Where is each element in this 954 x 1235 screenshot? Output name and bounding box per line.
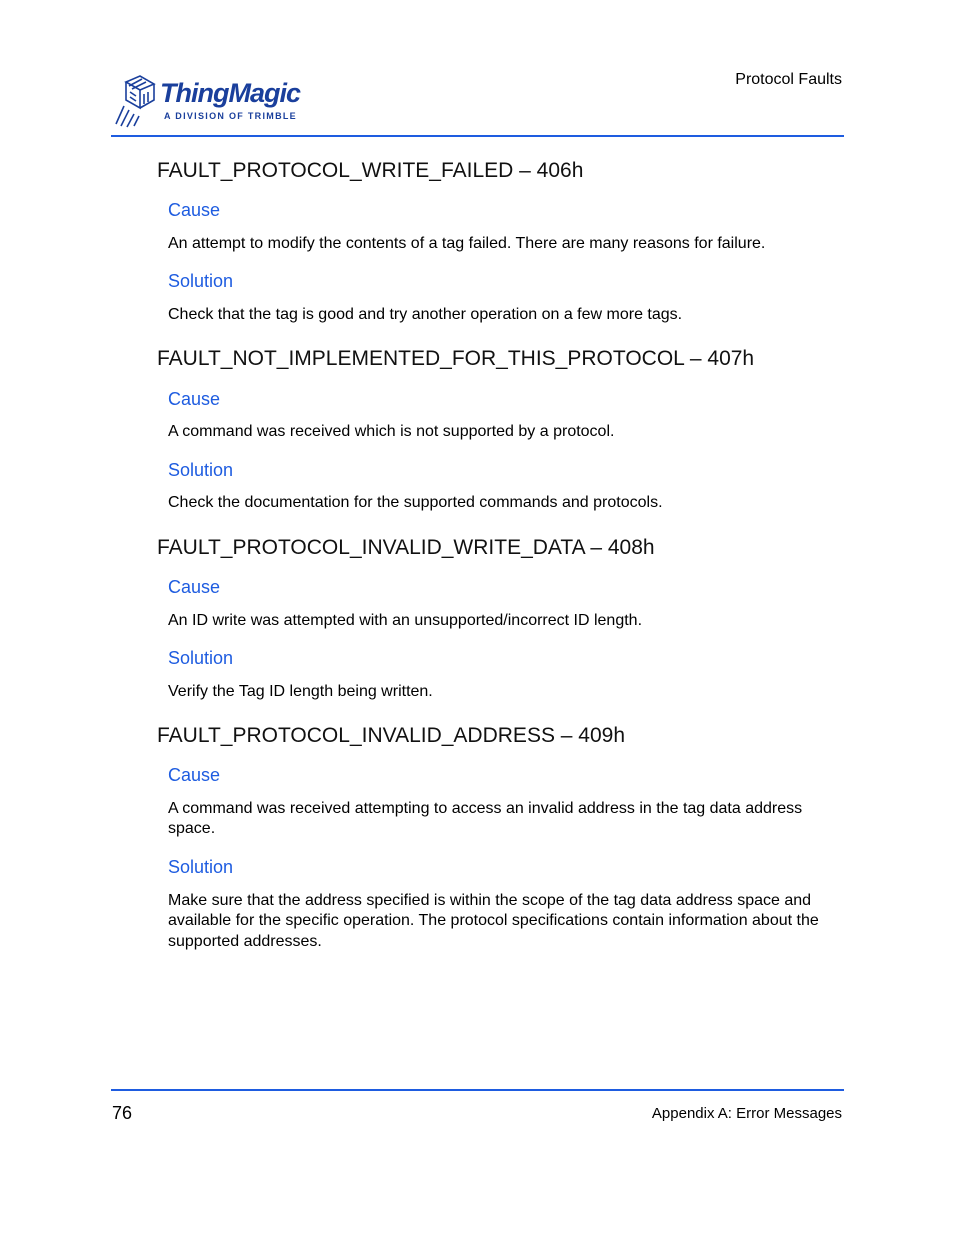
section-title: FAULT_PROTOCOL_INVALID_WRITE_DATA – 408h <box>157 535 655 559</box>
section-title: FAULT_NOT_IMPLEMENTED_FOR_THIS_PROTOCOL – 407h <box>157 347 755 371</box>
page-content <box>157 158 847 973</box>
logo-emblem-icon <box>112 72 160 132</box>
cause-text: A command was received attempting to access an invalid address in the tag data address space. <box>168 799 803 838</box>
solution-heading: Solution <box>168 271 234 292</box>
cause-heading: Cause <box>168 200 221 221</box>
section-title: FAULT_PROTOCOL_WRITE_FAILED – 406h <box>157 159 584 182</box>
logo-wordmark: ThingMagic <box>160 78 300 108</box>
solution-text: Check that the tag is good and try another operation on a few more tags. <box>168 305 683 323</box>
thingmagic-logo <box>112 72 312 132</box>
solution-heading: Solution <box>168 856 234 877</box>
running-footer: Appendix A: Error Messages <box>651 1105 842 1122</box>
fault-section-409h <box>157 723 847 952</box>
cause-heading: Cause <box>168 765 221 786</box>
header-rule <box>111 135 844 137</box>
cause-heading: Cause <box>168 388 221 409</box>
running-header: Protocol Faults <box>735 71 842 88</box>
solution-heading: Solution <box>168 459 234 480</box>
solution-heading: Solution <box>168 648 234 669</box>
section-title: FAULT_PROTOCOL_INVALID_ADDRESS – 409h <box>157 724 626 748</box>
cause-heading: Cause <box>168 576 221 597</box>
page-number: 76 <box>112 1103 133 1123</box>
fault-section-406h <box>157 158 847 325</box>
solution-text: Check the documentation for the supported commands and protocols. <box>168 494 663 512</box>
cause-text: An ID write was attempted with an unsupported/incorrect ID length. <box>168 611 643 629</box>
fault-section-407h <box>157 346 847 513</box>
solution-text: Verify the Tag ID length being written. <box>168 682 433 700</box>
footer-rule <box>111 1089 844 1091</box>
cause-text: A command was received which is not supported by a protocol. <box>168 423 615 441</box>
fault-section-408h <box>157 535 847 702</box>
cause-text: An attempt to modify the contents of a tag failed. There are many reasons for failure. <box>168 234 766 252</box>
solution-text: Make sure that the address specified is within the scope of the tag data address space and available for the specific operation. The protocol specifications contain information about the supported addresses. <box>168 891 819 950</box>
logo-tagline: A DIVISION OF TRIMBLE <box>164 111 297 121</box>
